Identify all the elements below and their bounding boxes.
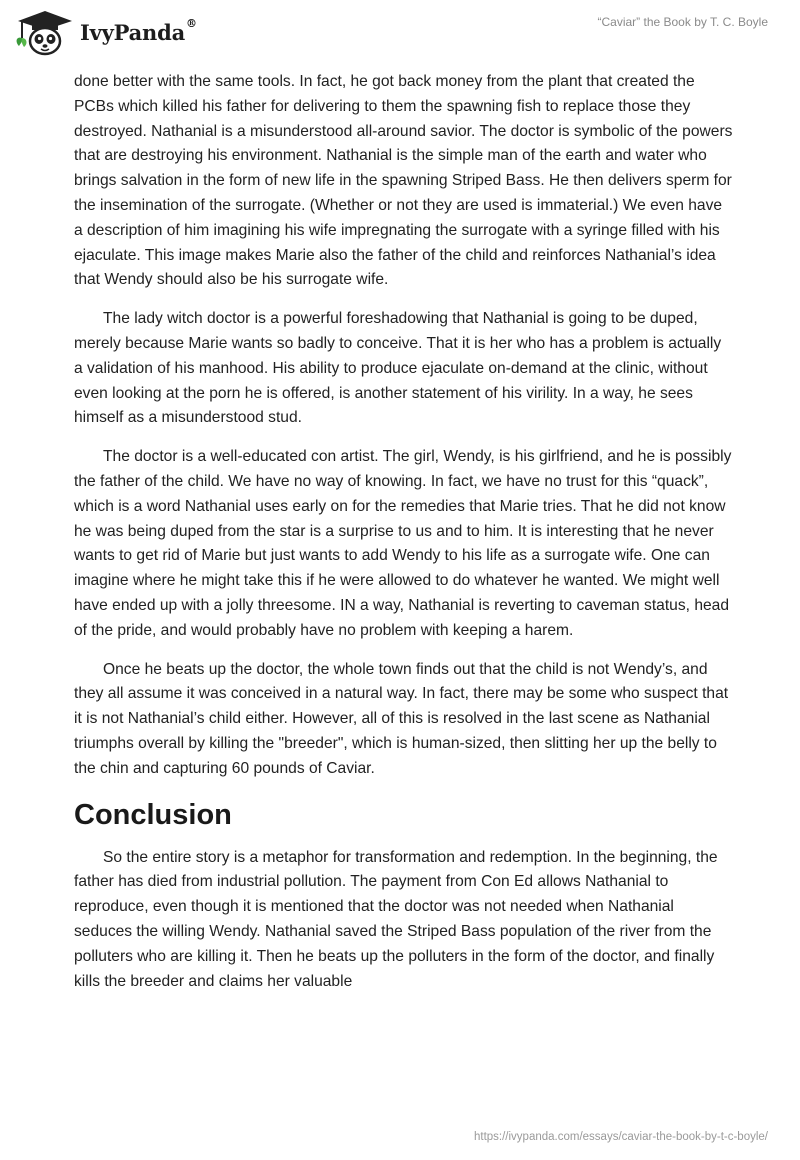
paragraph-3: The doctor is a well-educated con artist. The girl, Wendy, is his girlfriend, and he is possibly the father of the child. We have no way of knowing. In fact, we have no trust for this “quack”, which is a word Nathanial uses early on for the remedies that Marie tries. That he did not know he was being duped from the star is a surprise to us and to him. It is interesting that he never wants to get rid of Marie but just wants to add Wendy to his life as a surrogate wife. One can imagine where he might take this if he were allowed to do whatever he wanted. We might well have ended up with a jolly threesome. IN a way, Nathanial is reverting to caveman status, head of the pride, and would probably have no problem with keeping a harem. <box>74 448 732 639</box>
paragraph-1: done better with the same tools. In fact, he got back money from the plant that created the PCBs which killed his father for delivering to them the spawning fish to replace those they destroyed. Nathanial is a misunderstood all-around savior. The doctor is symbolic of the powers that are destroying his environment. Nathanial is the simple man of the earth and water who brings salvation in the form of new life in the spawning Striped Bass. He then delivers sperm for the insemination of the surrogate. (Whether or not they are used is immaterial.) We even have a description of him imagining his wife impregnating the surrogate with a syringe filled with his ejaculate. This image makes Marie also the father of the child and reinforces Nathanial’s idea that Wendy should also be his surrogate wife. <box>74 73 733 289</box>
brand-name: IvyPanda® <box>80 16 197 45</box>
essay-body <box>74 70 734 1008</box>
page-header <box>0 0 800 70</box>
registered-mark: ® <box>186 16 197 30</box>
paragraph-4: Once he beats up the doctor, the whole town finds out that the child is not Wendy’s, and they all assume it was conceived in a natural way. In fact, there may be some who suspect that it is not Nathanial’s child either. However, all of this is resolved in the last scene as Nathanial triumphs overall by killing the "breeder", which is human-sized, then slitting her up the belly to the chin and capturing 60 pounds of Caviar. <box>74 660 729 777</box>
paragraph-2: The lady witch doctor is a powerful foreshadowing that Nathanial is going to be duped, merely because Marie wants so badly to conceive. That it is her who has a problem is actually a validation of his manhood. His ability to produce ejaculate on-demand at the clinic, without even looking at the porn he is offered, is another statement of his virility. In a way, he sees himself as a misunderstood stud. <box>74 310 722 427</box>
source-url[interactable]: https://ivypanda.com/essays/caviar-the-book-by-t-c-boyle/ <box>473 1131 768 1143</box>
ivypanda-logo[interactable] <box>14 8 197 56</box>
conclusion-paragraph: So the entire story is a metaphor for transformation and redemption. In the beginning, the father has died from industrial pollution. The payment from Con Ed allows Nathanial to reproduce, even though it is mentioned that the doctor was not needed when Nathanial seduces the willing Wendy. Nathanial saved the Striped Bass population of the river from the polluters who are killing it. Then he beats up the polluters in the form of the doctor, and finally kills the breeder and claims her valuable <box>74 848 718 990</box>
document-title: “Caviar” the Book by T. C. Boyle <box>597 15 768 29</box>
section-heading-conclusion: Conclusion <box>74 798 232 831</box>
panda-graduate-icon <box>14 8 74 56</box>
